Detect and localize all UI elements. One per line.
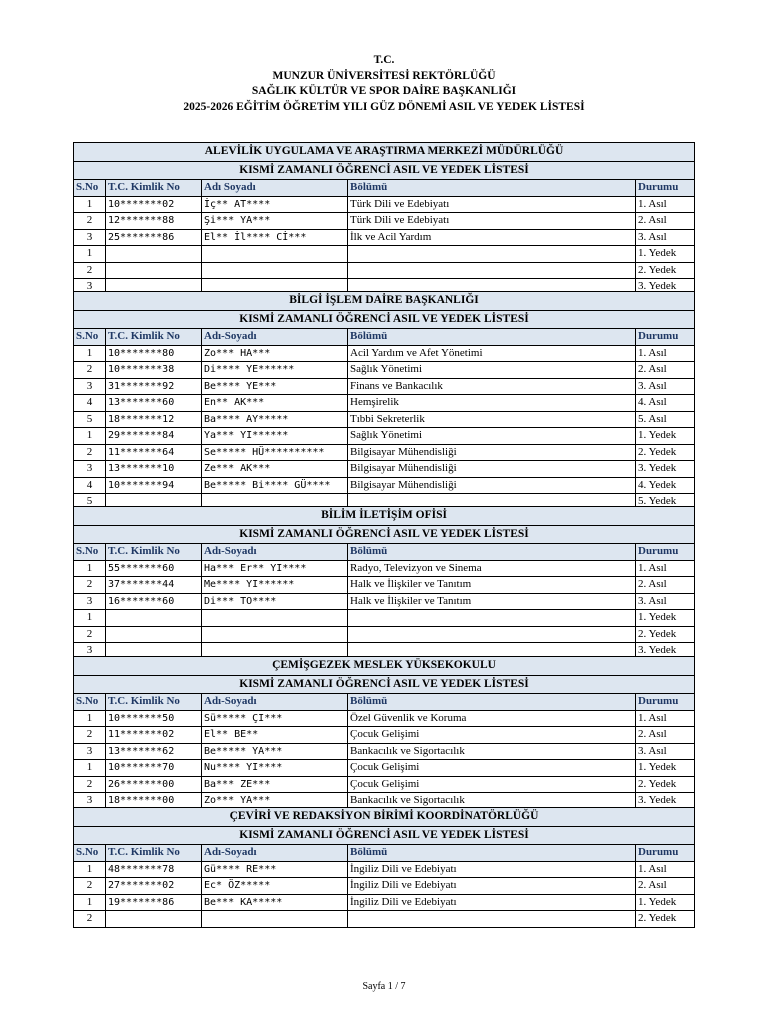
- table-row: [74, 593, 695, 610]
- cell-adi-soyadi: Gü**** RE***: [202, 861, 348, 878]
- cell-sno: 4: [74, 477, 106, 494]
- cell-tc-kimlik-no: 16*******60: [106, 593, 202, 610]
- section-title-row: [74, 525, 695, 544]
- column-header-sno: S.No: [74, 694, 106, 711]
- section-list-title: KISMİ ZAMANLI ÖĞRENCİ ASIL VE YEDEK LİSTESİ: [74, 525, 695, 544]
- column-header-sno: S.No: [74, 845, 106, 862]
- cell-adi-soyadi: Ba**** AY*****: [202, 411, 348, 428]
- cell-bolumu: [348, 626, 636, 643]
- section-table: [73, 656, 695, 810]
- cell-tc-kimlik-no: 11*******64: [106, 444, 202, 461]
- cell-durumu: 2. Asıl: [636, 213, 695, 230]
- table-row: [74, 894, 695, 911]
- cell-bolumu: Hemşirelik: [348, 395, 636, 412]
- cell-sno: 2: [74, 213, 106, 230]
- cell-tc-kimlik-no: 37*******44: [106, 577, 202, 594]
- cell-tc-kimlik-no: 48*******78: [106, 861, 202, 878]
- section-list-title: KISMİ ZAMANLI ÖĞRENCİ ASIL VE YEDEK LİSTESİ: [74, 675, 695, 694]
- section-unit-title: ÇEMİŞGEZEK MESLEK YÜKSEKOKULU: [74, 657, 695, 676]
- cell-tc-kimlik-no: 19*******86: [106, 894, 202, 911]
- cell-adi-soyadi: Be***** Bi**** GÜ****: [202, 477, 348, 494]
- cell-adi-soyadi: Be**** YE***: [202, 378, 348, 395]
- column-header-tc-kimlik-no: T.C. Kimlik No: [106, 845, 202, 862]
- table-row: [74, 378, 695, 395]
- cell-tc-kimlik-no: 10*******02: [106, 196, 202, 213]
- cell-tc-kimlik-no: 10*******80: [106, 345, 202, 362]
- table-row: [74, 262, 695, 279]
- cell-bolumu: [348, 911, 636, 928]
- cell-tc-kimlik-no: 25*******86: [106, 229, 202, 246]
- section-table: [73, 291, 695, 511]
- cell-bolumu: Tıbbi Sekreterlik: [348, 411, 636, 428]
- cell-durumu: 2. Yedek: [636, 776, 695, 793]
- cell-tc-kimlik-no: 13*******62: [106, 743, 202, 760]
- column-header-tc-kimlik-no: T.C. Kimlik No: [106, 180, 202, 197]
- cell-durumu: 2. Asıl: [636, 362, 695, 379]
- cell-bolumu: İngiliz Dili ve Edebiyatı: [348, 878, 636, 895]
- cell-durumu: 1. Asıl: [636, 710, 695, 727]
- table-row: [74, 428, 695, 445]
- section-list-title: KISMİ ZAMANLI ÖĞRENCİ ASIL VE YEDEK LİSTESİ: [74, 161, 695, 180]
- cell-tc-kimlik-no: 10*******70: [106, 760, 202, 777]
- cell-sno: 2: [74, 911, 106, 928]
- column-header-bolumu: Bölümü: [348, 845, 636, 862]
- cell-sno: 1: [74, 428, 106, 445]
- cell-durumu: 3. Yedek: [636, 279, 695, 296]
- column-header-row: [74, 329, 695, 346]
- cell-sno: 3: [74, 793, 106, 810]
- column-header-bolumu: Bölümü: [348, 544, 636, 561]
- cell-durumu: 2. Yedek: [636, 911, 695, 928]
- cell-durumu: 3. Asıl: [636, 743, 695, 760]
- cell-durumu: 1. Yedek: [636, 428, 695, 445]
- cell-sno: 1: [74, 610, 106, 627]
- cell-sno: 3: [74, 643, 106, 660]
- cell-bolumu: Çocuk Gelişimi: [348, 776, 636, 793]
- table-row: [74, 610, 695, 627]
- cell-sno: 1: [74, 560, 106, 577]
- cell-durumu: 1. Asıl: [636, 196, 695, 213]
- cell-tc-kimlik-no: 13*******10: [106, 461, 202, 478]
- column-header-adi-soyadi: Adı Soyadı: [202, 180, 348, 197]
- cell-sno: 1: [74, 710, 106, 727]
- cell-sno: 2: [74, 362, 106, 379]
- cell-adi-soyadi: [202, 262, 348, 279]
- cell-bolumu: İngiliz Dili ve Edebiyatı: [348, 894, 636, 911]
- cell-tc-kimlik-no: 29*******84: [106, 428, 202, 445]
- cell-tc-kimlik-no: [106, 610, 202, 627]
- cell-adi-soyadi: Di**** YE******: [202, 362, 348, 379]
- cell-durumu: 2. Yedek: [636, 444, 695, 461]
- table-row: [74, 861, 695, 878]
- cell-sno: 2: [74, 262, 106, 279]
- cell-bolumu: Sağlık Yönetimi: [348, 428, 636, 445]
- cell-bolumu: [348, 246, 636, 263]
- section-title-row: [74, 657, 695, 676]
- section-title-row: [74, 310, 695, 329]
- cell-bolumu: Radyo, Televizyon ve Sinema: [348, 560, 636, 577]
- table-row: [74, 461, 695, 478]
- cell-tc-kimlik-no: 12*******88: [106, 213, 202, 230]
- cell-adi-soyadi: Ha*** Er** YI****: [202, 560, 348, 577]
- cell-durumu: 1. Yedek: [636, 894, 695, 911]
- cell-bolumu: Finans ve Bankacılık: [348, 378, 636, 395]
- cell-bolumu: Bankacılık ve Sigortacılık: [348, 793, 636, 810]
- section-table: [73, 506, 695, 660]
- cell-bolumu: [348, 262, 636, 279]
- cell-bolumu: Bilgisayar Mühendisliği: [348, 444, 636, 461]
- table-row: [74, 878, 695, 895]
- cell-bolumu: Halk ve İlişkiler ve Tanıtım: [348, 577, 636, 594]
- cell-sno: 4: [74, 395, 106, 412]
- cell-adi-soyadi: Sü***** ÇI***: [202, 710, 348, 727]
- cell-bolumu: Bankacılık ve Sigortacılık: [348, 743, 636, 760]
- table-row: [74, 411, 695, 428]
- cell-sno: 3: [74, 378, 106, 395]
- cell-bolumu: Türk Dili ve Edebiyatı: [348, 213, 636, 230]
- cell-adi-soyadi: Nu**** YI****: [202, 760, 348, 777]
- column-header-row: [74, 544, 695, 561]
- table-row: [74, 727, 695, 744]
- table-row: [74, 911, 695, 928]
- cell-sno: 2: [74, 727, 106, 744]
- column-header-bolumu: Bölümü: [348, 329, 636, 346]
- section-title-row: [74, 675, 695, 694]
- cell-sno: 3: [74, 461, 106, 478]
- section-unit-title: BİLGİ İŞLEM DAİRE BAŞKANLIĞI: [74, 292, 695, 311]
- cell-adi-soyadi: Zo*** HA***: [202, 345, 348, 362]
- table-row: [74, 213, 695, 230]
- cell-bolumu: Türk Dili ve Edebiyatı: [348, 196, 636, 213]
- column-header-adi-soyadi: Adı-Soyadı: [202, 694, 348, 711]
- table-row: [74, 626, 695, 643]
- column-header-row: [74, 694, 695, 711]
- column-header-durumu: Durumu: [636, 180, 695, 197]
- cell-adi-soyadi: Ec* ÖZ*****: [202, 878, 348, 895]
- column-header-durumu: Durumu: [636, 845, 695, 862]
- header-line-tc: T.C.: [373, 54, 395, 66]
- cell-durumu: 3. Asıl: [636, 593, 695, 610]
- cell-tc-kimlik-no: 31*******92: [106, 378, 202, 395]
- cell-tc-kimlik-no: [106, 262, 202, 279]
- cell-sno: 5: [74, 411, 106, 428]
- cell-bolumu: Halk ve İlişkiler ve Tanıtım: [348, 593, 636, 610]
- cell-durumu: 5. Yedek: [636, 494, 695, 511]
- column-header-adi-soyadi: Adı-Soyadı: [202, 544, 348, 561]
- cell-sno: 3: [74, 743, 106, 760]
- cell-adi-soyadi: Ya*** YI******: [202, 428, 348, 445]
- header-line-department: SAĞLIK KÜLTÜR VE SPOR DAİRE BAŞKANLIĞI: [251, 85, 517, 97]
- table-row: [74, 229, 695, 246]
- cell-durumu: 1. Yedek: [636, 246, 695, 263]
- cell-adi-soyadi: El** İl**** Cİ***: [202, 229, 348, 246]
- cell-durumu: 2. Asıl: [636, 727, 695, 744]
- cell-tc-kimlik-no: 10*******50: [106, 710, 202, 727]
- cell-tc-kimlik-no: [106, 911, 202, 928]
- cell-durumu: 3. Asıl: [636, 378, 695, 395]
- column-header-durumu: Durumu: [636, 544, 695, 561]
- cell-tc-kimlik-no: 18*******00: [106, 793, 202, 810]
- column-header-tc-kimlik-no: T.C. Kimlik No: [106, 329, 202, 346]
- cell-sno: 5: [74, 494, 106, 511]
- cell-durumu: 3. Yedek: [636, 643, 695, 660]
- table-row: [74, 760, 695, 777]
- cell-adi-soyadi: [202, 610, 348, 627]
- cell-sno: 1: [74, 246, 106, 263]
- cell-tc-kimlik-no: 18*******12: [106, 411, 202, 428]
- table-row: [74, 362, 695, 379]
- cell-bolumu: İngiliz Dili ve Edebiyatı: [348, 861, 636, 878]
- cell-adi-soyadi: El** BE**: [202, 727, 348, 744]
- cell-sno: 1: [74, 196, 106, 213]
- table-row: [74, 560, 695, 577]
- table-row: [74, 477, 695, 494]
- column-header-adi-soyadi: Adı-Soyadı: [202, 329, 348, 346]
- cell-bolumu: İlk ve Acil Yardım: [348, 229, 636, 246]
- section-title-row: [74, 143, 695, 162]
- section-table: [73, 807, 695, 928]
- cell-bolumu: Bilgisayar Mühendisliği: [348, 461, 636, 478]
- cell-bolumu: Özel Güvenlik ve Koruma: [348, 710, 636, 727]
- section-title-row: [74, 292, 695, 311]
- column-header-tc-kimlik-no: T.C. Kimlik No: [106, 694, 202, 711]
- cell-bolumu: Sağlık Yönetimi: [348, 362, 636, 379]
- section-title-row: [74, 161, 695, 180]
- cell-durumu: 3. Yedek: [636, 793, 695, 810]
- cell-durumu: 1. Asıl: [636, 560, 695, 577]
- cell-adi-soyadi: Se***** HÜ**********: [202, 444, 348, 461]
- cell-adi-soyadi: Be*** KA*****: [202, 894, 348, 911]
- section-table: [73, 142, 695, 296]
- section-list-title: KISMİ ZAMANLI ÖĞRENCİ ASIL VE YEDEK LİSTESİ: [74, 310, 695, 329]
- page-footer: Sayfa 1 / 7: [362, 981, 406, 992]
- cell-durumu: 3. Yedek: [636, 461, 695, 478]
- cell-adi-soyadi: En** AK***: [202, 395, 348, 412]
- cell-tc-kimlik-no: 11*******02: [106, 727, 202, 744]
- cell-sno: 2: [74, 776, 106, 793]
- cell-sno: 2: [74, 626, 106, 643]
- cell-bolumu: [348, 610, 636, 627]
- cell-adi-soyadi: Di*** TO****: [202, 593, 348, 610]
- cell-durumu: 1. Yedek: [636, 760, 695, 777]
- column-header-bolumu: Bölümü: [348, 694, 636, 711]
- cell-tc-kimlik-no: [106, 246, 202, 263]
- cell-tc-kimlik-no: 27*******02: [106, 878, 202, 895]
- column-header-bolumu: Bölümü: [348, 180, 636, 197]
- section-unit-title: ÇEVİRİ VE REDAKSİYON BİRİMİ KOORDİNATÖRLÜĞÜ: [74, 808, 695, 827]
- cell-durumu: 1. Yedek: [636, 610, 695, 627]
- cell-bolumu: Çocuk Gelişimi: [348, 727, 636, 744]
- cell-adi-soyadi: [202, 626, 348, 643]
- cell-adi-soyadi: Me**** YI******: [202, 577, 348, 594]
- cell-sno: 3: [74, 229, 106, 246]
- table-row: [74, 444, 695, 461]
- cell-adi-soyadi: Ze*** AK***: [202, 461, 348, 478]
- cell-sno: 1: [74, 345, 106, 362]
- column-header-durumu: Durumu: [636, 694, 695, 711]
- cell-durumu: 2. Yedek: [636, 626, 695, 643]
- cell-sno: 2: [74, 878, 106, 895]
- cell-durumu: 3. Asıl: [636, 229, 695, 246]
- column-header-row: [74, 845, 695, 862]
- cell-tc-kimlik-no: [106, 626, 202, 643]
- section-unit-title: BİLİM İLETİŞİM OFİSİ: [74, 507, 695, 526]
- column-header-adi-soyadi: Adı-Soyadı: [202, 845, 348, 862]
- column-header-row: [74, 180, 695, 197]
- section-title-row: [74, 507, 695, 526]
- cell-sno: 1: [74, 894, 106, 911]
- cell-durumu: 1. Asıl: [636, 861, 695, 878]
- section-title-row: [74, 808, 695, 827]
- cell-tc-kimlik-no: 10*******94: [106, 477, 202, 494]
- cell-sno: 3: [74, 593, 106, 610]
- cell-durumu: 4. Asıl: [636, 395, 695, 412]
- table-row: [74, 345, 695, 362]
- section-unit-title: ALEVİLİK UYGULAMA VE ARAŞTIRMA MERKEZİ MÜDÜRLÜĞÜ: [74, 143, 695, 162]
- cell-tc-kimlik-no: 13*******60: [106, 395, 202, 412]
- column-header-sno: S.No: [74, 544, 106, 561]
- cell-adi-soyadi: Şi*** YA***: [202, 213, 348, 230]
- table-row: [74, 577, 695, 594]
- section-list-title: KISMİ ZAMANLI ÖĞRENCİ ASIL VE YEDEK LİSTESİ: [74, 826, 695, 845]
- table-row: [74, 743, 695, 760]
- cell-adi-soyadi: İç** AT****: [202, 196, 348, 213]
- header-line-university: MUNZUR ÜNİVERSİTESİ REKTÖRLÜĞÜ: [272, 69, 496, 82]
- cell-sno: 1: [74, 760, 106, 777]
- cell-durumu: 2. Yedek: [636, 262, 695, 279]
- cell-adi-soyadi: Ba*** ZE***: [202, 776, 348, 793]
- cell-durumu: 4. Yedek: [636, 477, 695, 494]
- cell-tc-kimlik-no: 26*******00: [106, 776, 202, 793]
- cell-sno: 3: [74, 279, 106, 296]
- table-row: [74, 196, 695, 213]
- cell-adi-soyadi: [202, 911, 348, 928]
- table-row: [74, 395, 695, 412]
- cell-tc-kimlik-no: 10*******38: [106, 362, 202, 379]
- section-title-row: [74, 826, 695, 845]
- cell-durumu: 2. Asıl: [636, 577, 695, 594]
- table-row: [74, 776, 695, 793]
- table-row: [74, 710, 695, 727]
- cell-durumu: 5. Asıl: [636, 411, 695, 428]
- document-header: [0, 53, 768, 115]
- cell-adi-soyadi: Zo*** YA***: [202, 793, 348, 810]
- cell-durumu: 2. Asıl: [636, 878, 695, 895]
- table-row: [74, 246, 695, 263]
- cell-bolumu: Acil Yardım ve Afet Yönetimi: [348, 345, 636, 362]
- cell-durumu: 1. Asıl: [636, 345, 695, 362]
- cell-adi-soyadi: [202, 246, 348, 263]
- cell-sno: 2: [74, 577, 106, 594]
- cell-sno: 1: [74, 861, 106, 878]
- column-header-durumu: Durumu: [636, 329, 695, 346]
- cell-sno: 2: [74, 444, 106, 461]
- column-header-tc-kimlik-no: T.C. Kimlik No: [106, 544, 202, 561]
- cell-bolumu: Bilgisayar Mühendisliği: [348, 477, 636, 494]
- header-line-list-title: 2025-2026 EĞİTİM ÖĞRETİM YILI GÜZ DÖNEMİ ASIL VE YEDEK LİSTESİ: [183, 100, 585, 113]
- cell-adi-soyadi: Be***** YA***: [202, 743, 348, 760]
- column-header-sno: S.No: [74, 180, 106, 197]
- column-header-sno: S.No: [74, 329, 106, 346]
- cell-bolumu: Çocuk Gelişimi: [348, 760, 636, 777]
- cell-tc-kimlik-no: 55*******60: [106, 560, 202, 577]
